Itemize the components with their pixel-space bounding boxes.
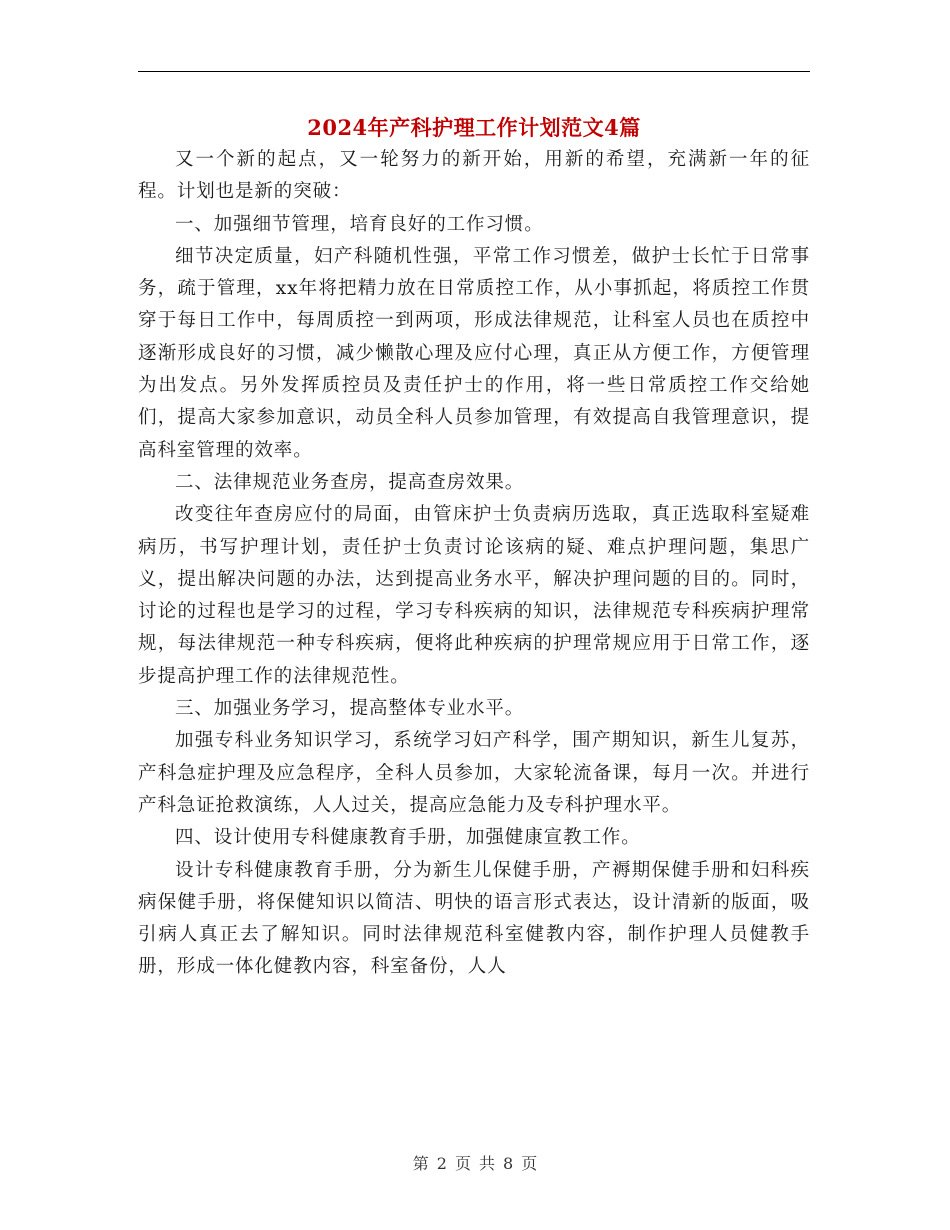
document-title: 2024年产科护理工作计划范文4篇: [307, 115, 641, 140]
footer-total-prefix: 共: [479, 1154, 496, 1173]
section-heading-4: 四、设计使用专科健康教育手册，加强健康宣教工作。: [175, 827, 641, 849]
header-rule: [138, 71, 810, 72]
footer-page-number: 2: [436, 1154, 447, 1173]
paragraph-section-3: 加强专科业务知识学习，系统学习妇产科学，围产期知识，新生儿复苏，产科急症护理及应急程序，全科人员参加，大家轮流备课，每月一次。并进行产科急证抢救演练，人人过关，提高应急能力及专科护理水平。: [138, 730, 810, 816]
document-body: [138, 144, 810, 984]
paragraph-intro: 又一个新的起点，又一轮努力的新开始，用新的希望，充满新一年的征程。计划也是新的突破：: [138, 149, 810, 203]
section-heading-2: 二、法律规范业务查房，提高查房效果。: [175, 471, 525, 493]
footer-prefix: 第: [412, 1154, 429, 1173]
paragraph-section-1: 细节决定质量，妇产科随机性强，平常工作习惯差，做护士长忙于日常事务，疏于管理，xx年将把精力放在日常质控工作，从小事抓起，将质控工作贯穿于每日工作中，每周质控一到两项，形成法律规范，让科室人员也在质控中逐渐形成良好的习惯，减少懒散心理及应付心理，真正从方便工作，方便管理为出发点。另外发挥质控员及责任护士的作用，将一些日常质控工作交给她们，提高大家参加意识，动员全科人员参加管理，有效提高自我管理意识，提高科室管理的效率。: [138, 245, 810, 461]
footer-page-unit: 页: [454, 1154, 471, 1173]
paragraph-section-4: 设计专科健康教育手册，分为新生儿保健手册，产褥期保健手册和妇科疾病保健手册，将保健知识以简洁、明快的语言形式表达，设计清新的版面，吸引病人真正去了解知识。同时法律规范科室健教内容，制作护理人员健教手册，形成一体化健教内容，科室备份，人人: [138, 859, 810, 978]
footer-total-unit: 页: [521, 1154, 538, 1173]
footer-total-pages: 8: [503, 1154, 514, 1173]
page-footer: [0, 1152, 950, 1176]
section-heading-3: 三、加强业务学习，提高整体专业水平。: [175, 698, 525, 720]
paragraph-section-2: 改变往年查房应付的局面，由管床护士负责病历选取，真正选取科室疑难病历，书写护理计划，责任护士负责讨论该病的疑、难点护理问题，集思广义，提出解决问题的办法，达到提高业务水平，解决护理问题的目的。同时，讨论的过程也是学习的过程，学习专科疾病的知识，法律规范专科疾病护理常规，每法律规范一种专科疾病，便将此种疾病的护理常规应用于日常工作，逐步提高护理工作的法律规范性。: [138, 504, 810, 687]
section-heading-1: 一、加强细节管理，培育良好的工作习惯。: [175, 213, 544, 235]
